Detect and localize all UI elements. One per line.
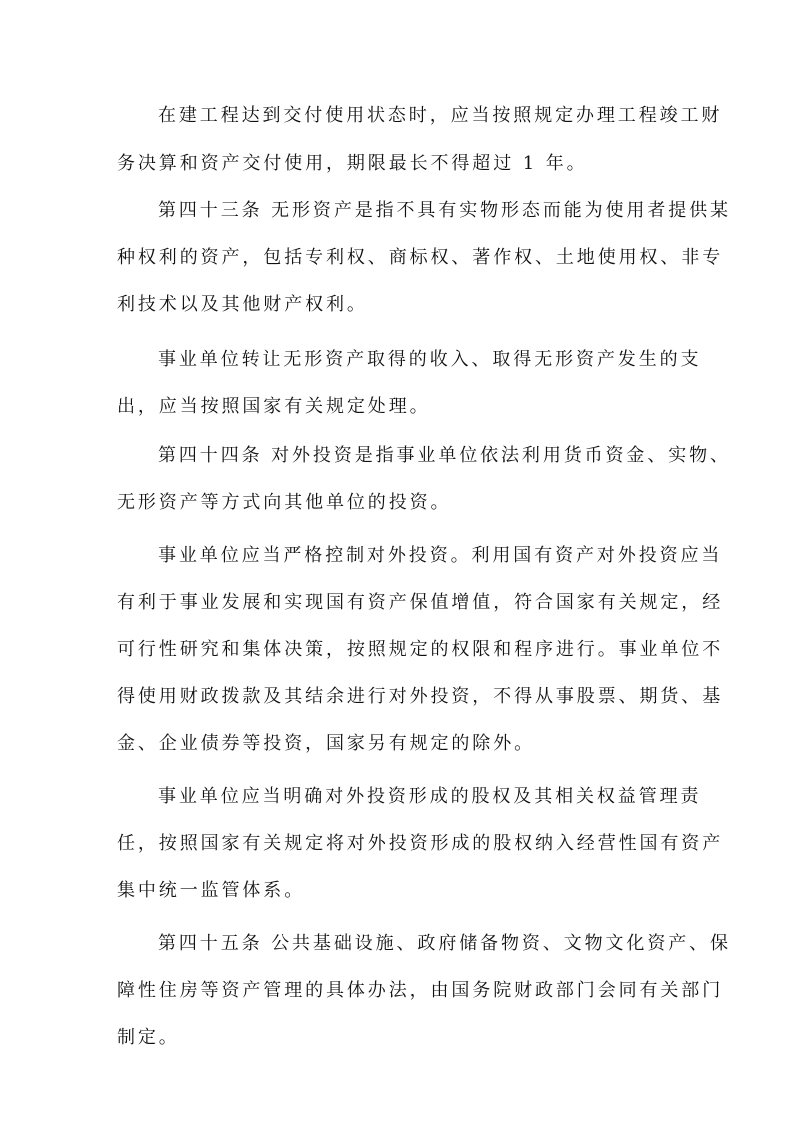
paragraph-line: 种权利的资产，包括专利权、商标权、著作权、土地使用权、非专 xyxy=(117,247,724,268)
paragraph-line: 事业单位转让无形资产取得的收入、取得无形资产发生的支 xyxy=(158,349,702,370)
paragraph-line: 可行性研究和集体决策，按照规定的权限和程序进行。事业单位不 xyxy=(117,639,724,660)
paragraph-line: 第四十三条 无形资产是指不具有实物形态而能为使用者提供某 xyxy=(158,200,731,221)
paragraph-line: 制定。 xyxy=(117,1027,180,1048)
paragraph-line: 在建工程达到交付使用状态时，应当按照规定办理工程竣工财 xyxy=(158,105,723,126)
paragraph-line: 事业单位应当严格控制对外投资。利用国有资产对外投资应当 xyxy=(158,545,723,566)
paragraph-line: 事业单位应当明确对外投资形成的股权及其相关权益管理责 xyxy=(158,786,702,807)
paragraph-line: 利技术以及其他财产权利。 xyxy=(117,294,368,315)
paragraph-line: 有利于事业发展和实现国有资产保值增值，符合国家有关规定，经 xyxy=(117,592,724,613)
paragraph-line: 任，按照国家有关规定将对外投资形成的股权纳入经营性国有资产 xyxy=(117,833,724,854)
paragraph-line: 第四十五条 公共基础设施、政府储备物资、文物文化资产、保 xyxy=(158,933,731,954)
paragraph-line: 务决算和资产交付使用，期限最长不得超过 1 年。 xyxy=(117,153,588,174)
paragraph-line: 第四十四条 对外投资是指事业单位依法利用货币资金、实物、 xyxy=(158,445,731,466)
paragraph-line: 集中统一监管体系。 xyxy=(117,880,306,901)
paragraph-line: 无形资产等方式向其他单位的投资。 xyxy=(117,492,452,513)
paragraph-line: 出，应当按照国家有关规定处理。 xyxy=(117,396,431,417)
paragraph-line: 得使用财政拨款及其结余进行对外投资，不得从事股票、期货、基 xyxy=(117,686,724,707)
paragraph-line: 金、企业债券等投资，国家另有规定的除外。 xyxy=(117,733,535,754)
paragraph-line: 障性住房等资产管理的具体办法，由国务院财政部门会同有关部门 xyxy=(117,980,724,1001)
